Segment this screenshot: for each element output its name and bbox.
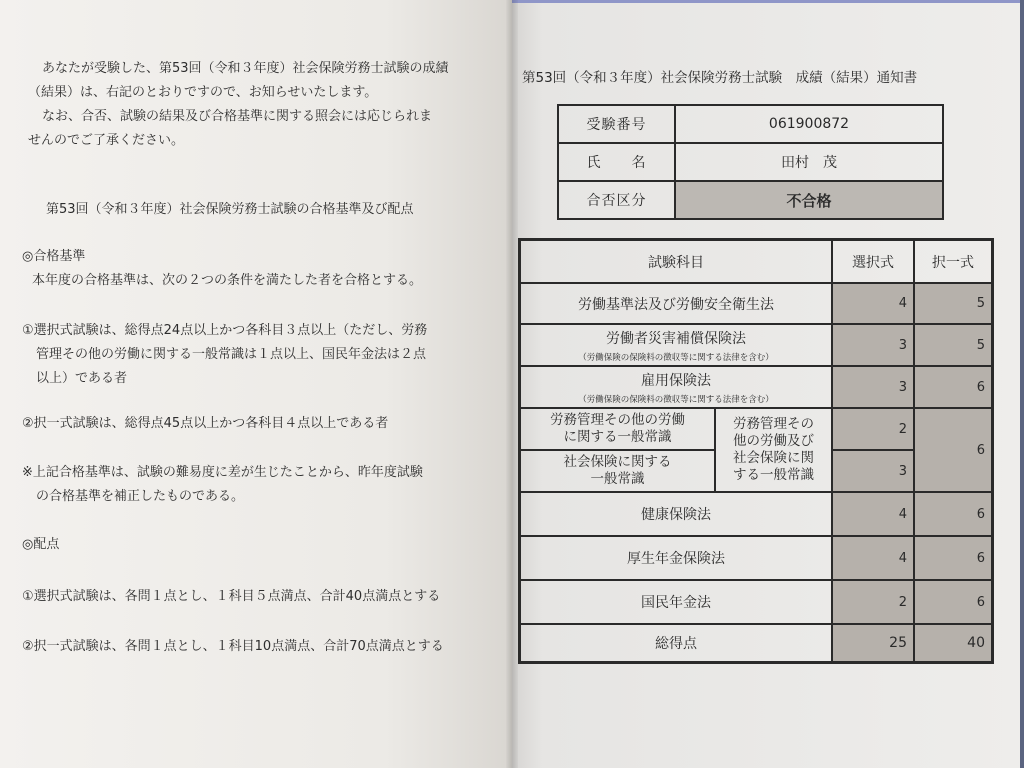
general-social-line-1: 社会保険に関する: [563, 454, 672, 470]
header-subject: 試験科目: [520, 240, 832, 283]
book-gutter: [506, 0, 518, 768]
general-combined-line-2: 他の労働及び: [733, 433, 814, 449]
sentaku-score: 4: [832, 536, 914, 580]
general-labor-sentaku-score: 2: [832, 408, 914, 450]
takuitsu-score: 6: [914, 580, 992, 624]
total-label: 総得点: [655, 636, 697, 652]
pass-intro: 本年度の合格基準は、次の２つの条件を満たした者を合格とする。: [32, 273, 423, 288]
report-title: 第53回（令和３年度）社会保険労務士試験 成績（結果）通知書: [522, 70, 918, 86]
note-line-2: の合格基準を補正したものである。: [36, 489, 245, 504]
subject-row: [520, 324, 832, 366]
general-social-line-2: 一般常識: [590, 471, 645, 487]
general-social-sentaku-score: 3: [832, 450, 914, 492]
header-sentaku: 選択式: [832, 240, 914, 283]
general-labor-line-1: 労務管理その他の労働: [550, 412, 685, 428]
general-labor-line-2: に関する一般常識: [563, 429, 672, 445]
takuitsu-score: 5: [914, 324, 992, 366]
subject-label: 国民年金法: [641, 595, 711, 611]
name-value: 田村 茂: [675, 143, 943, 181]
intro-line-3: なお、合否、試験の結果及び合格基準に関する照会には応じられま: [42, 109, 433, 124]
exam-number-value: 061900872: [675, 105, 943, 143]
exam-number-row: [558, 105, 943, 143]
intro-line-2: （結果）は、右記のとおりですので、お知らせいたします。: [28, 85, 378, 100]
takuitsu-score: 5: [914, 283, 992, 324]
points-1: ①選択式試験は、各問１点とし、１科目５点満点、合計40点満点とする: [22, 589, 441, 604]
subject-label: 厚生年金保険法: [627, 551, 725, 567]
sentaku-score: 3: [832, 366, 914, 408]
subject-label: 雇用保険法: [641, 372, 711, 389]
intro-line-1: あなたが受験した、第53回（令和３年度）社会保険労務士試験の成績: [42, 61, 449, 76]
takuitsu-score: 6: [914, 492, 992, 536]
general-combined-line-4: する一般常識: [733, 467, 814, 483]
exam-number-label: 受験番号: [558, 105, 675, 143]
takuitsu-score: 6: [914, 366, 992, 408]
score-table: [518, 238, 994, 664]
result-label: 合否区分: [558, 181, 675, 219]
condition-1-line-3: 以上）である者: [36, 371, 128, 386]
subject-label: 労働基準法及び労働安全衛生法: [578, 296, 774, 313]
general-combined-line-1: 労務管理その: [733, 416, 814, 432]
subject-row: [520, 492, 832, 536]
condition-1-line-1: ①選択式試験は、総得点24点以上かつ各科目３点以上（ただし、労務: [22, 323, 428, 338]
subject-label: 労働者災害補償保険法: [606, 330, 746, 347]
points-heading: ◎配点: [22, 537, 60, 552]
name-label: 氏 名: [558, 143, 675, 181]
general-combined-subject: [715, 408, 832, 492]
sentaku-score: 2: [832, 580, 914, 624]
subject-row: [520, 366, 832, 408]
subject-note: （労働保険の保険料の徴収等に関する法律を含む）: [578, 394, 774, 405]
result-value: 不合格: [675, 181, 943, 219]
subject-row: [520, 283, 832, 324]
sentaku-score: 3: [832, 324, 914, 366]
general-combined-line-3: 社会保険に関: [733, 450, 814, 466]
total-sentaku-score: 25: [832, 624, 914, 662]
general-takuitsu-score: 6: [914, 408, 992, 492]
sentaku-score: 4: [832, 492, 914, 536]
subject-label: 健康保険法: [641, 507, 711, 523]
subject-row: [520, 580, 832, 624]
criteria-title: 第53回（令和３年度）社会保険労務士試験の合格基準及び配点: [46, 202, 414, 217]
total-takuitsu-score: 40: [914, 624, 992, 662]
name-row: [558, 143, 943, 181]
sentaku-score: 4: [832, 283, 914, 324]
total-row: [520, 624, 832, 662]
points-2: ②択一式試験は、各問１点とし、１科目10点満点、合計70点満点とする: [22, 639, 444, 654]
condition-2: ②択一式試験は、総得点45点以上かつ各科目４点以上である者: [22, 416, 389, 431]
subject-row: [520, 536, 832, 580]
condition-1-line-2: 管理その他の労働に関する一般常識は１点以上、国民年金法は２点: [36, 347, 427, 362]
examinee-info-table: [557, 104, 944, 220]
intro-line-4: せんのでご了承ください。: [28, 133, 185, 148]
takuitsu-score: 6: [914, 536, 992, 580]
note-line-1: ※上記合格基準は、試験の難易度に差が生じたことから、昨年度試験: [22, 465, 423, 480]
general-social-subject: [520, 450, 715, 492]
subject-note: （労働保険の保険料の徴収等に関する法律を含む）: [578, 352, 774, 363]
header-takuitsu: 択一式: [914, 240, 992, 283]
general-labor-subject: [520, 408, 715, 450]
result-row: [558, 181, 943, 219]
pass-heading: ◎合格基準: [22, 249, 86, 264]
